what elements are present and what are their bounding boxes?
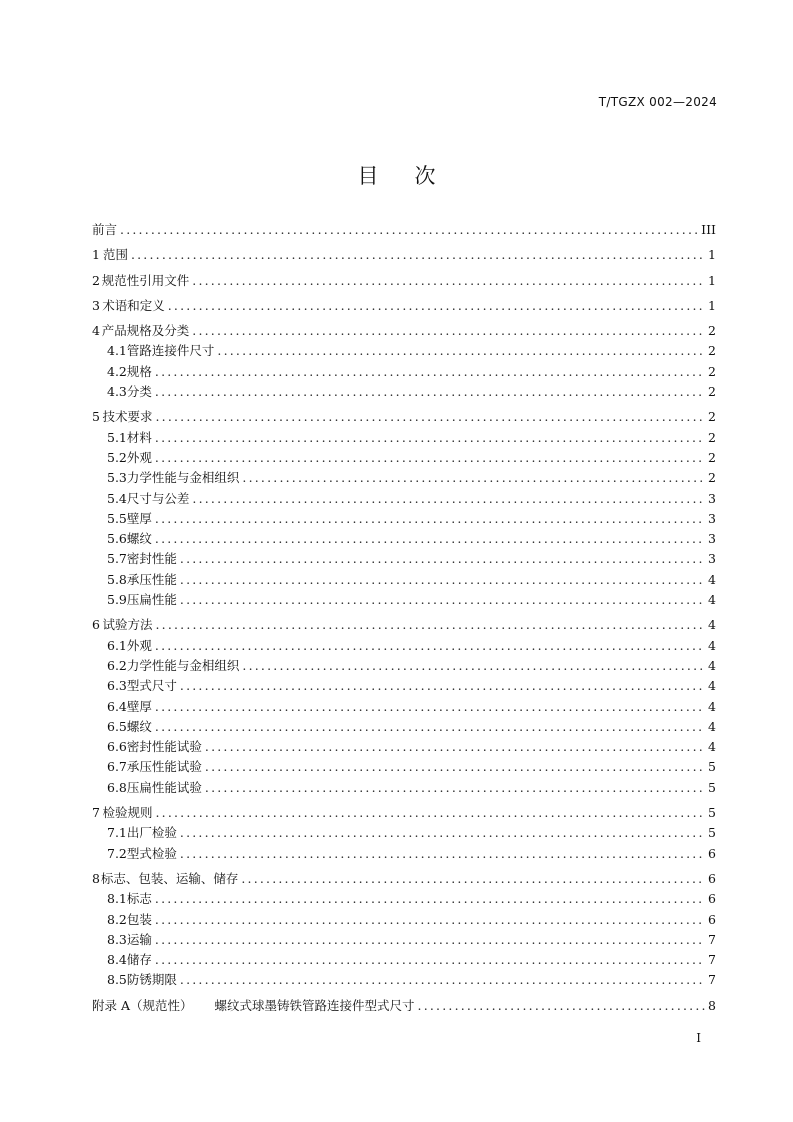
toc-entry-page: 6 [708,891,716,907]
toc-entry-label: 包装 [126,911,152,927]
toc-entry[interactable] [92,529,716,549]
toc-entry-number: 5.6 [107,531,127,547]
toc-entry[interactable] [92,590,716,610]
toc-entry-page: III [701,222,716,237]
toc-entry[interactable] [92,341,716,361]
toc-entry-number: 6.6 [107,739,127,755]
toc-entry[interactable] [92,869,716,889]
toc-dot-leader [155,428,705,448]
toc-entry-number: 6.3 [107,678,127,694]
toc-dot-leader [242,468,705,488]
toc-entry-number: 2 [92,272,100,288]
toc-entry-label: 外观 [126,637,152,653]
toc-dot-leader [217,341,705,361]
toc-entry-page: 4 [708,718,716,734]
toc-entry-page: 3 [708,510,716,526]
toc-entry-page: 4 [708,657,716,673]
toc-entry[interactable] [92,697,716,717]
toc-entry-label: 防锈期限 [126,972,177,988]
table-of-contents [92,220,716,1016]
toc-entry[interactable] [92,844,716,864]
toc-dot-leader [205,757,705,777]
toc-dot-leader [180,844,705,864]
toc-entry-label: 检验规则 [102,805,153,821]
toc-entry-page: 5 [708,779,716,795]
toc-dot-leader [155,950,705,970]
toc-entry-label: 力学性能与金相组织 [126,470,240,486]
toc-entry[interactable] [92,823,716,843]
toc-dot-leader [155,803,705,823]
toc-entry-page: 4 [708,637,716,653]
toc-entry-page: 4 [708,571,716,587]
toc-entry-number: 5.1 [107,429,127,445]
toc-entry-label: 标志、包装、运输、储存 [100,870,239,886]
toc-entry-page: 2 [708,470,716,486]
toc-entry-page: 5 [708,759,716,775]
toc-dot-leader [131,245,705,265]
toc-entry-label: 壁厚 [126,698,152,714]
toc-dot-leader [192,489,705,509]
toc-entry-page: 2 [708,449,716,465]
toc-entry[interactable] [92,549,716,569]
toc-entry[interactable] [92,676,716,696]
toc-entry-page: 6 [708,845,716,861]
toc-entry[interactable] [92,382,716,402]
page-title [0,160,793,190]
toc-entry[interactable] [92,362,716,382]
toc-dot-leader [192,321,705,341]
toc-entry-page: 2 [708,409,716,425]
toc-entry-label: 出厂检验 [126,825,177,841]
toc-dot-leader [155,529,705,549]
toc-entry-number: 6.5 [107,718,127,734]
toc-entry[interactable] [92,930,716,950]
toc-dot-leader [155,910,705,930]
toc-dot-leader [155,697,705,717]
toc-entry-number: 8.1 [107,891,127,907]
toc-entry[interactable] [92,271,716,291]
toc-entry-page: 2 [708,323,716,339]
toc-entry-number: 6.7 [107,759,127,775]
toc-entry[interactable] [92,615,716,635]
toc-dot-leader [155,930,705,950]
toc-entry[interactable] [92,245,716,265]
toc-entry-number: 7 [92,805,100,821]
toc-entry-page: 8 [708,997,716,1013]
toc-entry[interactable] [92,757,716,777]
toc-entry-label: 螺纹式球墨铸铁管路连接件型式尺寸 [214,997,415,1013]
toc-entry-page: 4 [708,617,716,633]
toc-entry-page: 3 [708,551,716,567]
toc-entry-page: 6 [708,870,716,886]
toc-entry-label: 螺纹 [126,531,152,547]
toc-entry-label: 密封性能 [126,551,177,567]
toc-entry-number: 8.3 [107,931,127,947]
toc-entry-label: 分类 [126,384,152,400]
toc-dot-leader [180,570,705,590]
toc-entry-label: 规范性引用文件 [101,272,190,288]
toc-entry[interactable] [92,448,716,468]
toc-entry-number: 8.2 [107,911,127,927]
toc-entry-number: 8 [92,870,100,886]
page-number: I [696,1031,701,1045]
toc-entry-label: 外观 [126,449,152,465]
toc-entry-number: 6.8 [107,779,127,795]
toc-entry-number: 6 [92,617,100,633]
toc-entry-label: 运输 [126,931,152,947]
toc-entry-page: 2 [708,363,716,379]
toc-entry-page: 3 [708,490,716,506]
toc-entry-label: 术语和定义 [102,297,165,313]
toc-dot-leader [120,220,698,240]
document-code: T/TGZX 002—2024 [598,95,717,109]
toc-entry-number: 5.2 [107,449,127,465]
toc-entry-number: 6.1 [107,637,127,653]
toc-entry-label: 承压性能试验 [126,759,202,775]
toc-entry-number: 5 [92,409,100,425]
toc-entry-number: 5.8 [107,571,127,587]
toc-dot-leader [155,636,705,656]
toc-dot-leader [205,737,705,757]
toc-entry[interactable] [92,803,716,823]
toc-entry-number: 1 [92,247,100,263]
toc-entry-number: 5.5 [107,510,127,526]
toc-entry-label: 压扁性能试验 [126,779,202,795]
toc-entry[interactable] [92,321,716,341]
toc-entry-number: 8.4 [107,952,127,968]
toc-entry-number: 6.4 [107,698,127,714]
toc-entry-number: 5.9 [107,592,127,608]
toc-entry-page: 7 [708,972,716,988]
toc-entry-label: 试验方法 [102,617,153,633]
toc-entry-label: 标志 [126,891,152,907]
toc-entry-label: 储存 [126,952,152,968]
toc-entry[interactable] [92,570,716,590]
toc-entry[interactable] [92,428,716,448]
toc-dot-leader [155,615,705,635]
toc-dot-leader [180,970,705,990]
toc-entry-label: 规格 [126,363,152,379]
toc-dot-leader [192,271,705,291]
toc-entry[interactable] [92,220,716,240]
toc-entry-label: 材料 [126,429,152,445]
toc-entry-number: 8.5 [107,972,127,988]
toc-entry-number: 7.2 [107,845,127,861]
toc-entry-page: 1 [708,272,716,288]
toc-entry-label: 壁厚 [126,510,152,526]
toc-entry-page: 2 [708,384,716,400]
toc-entry[interactable] [92,296,716,316]
toc-entry[interactable] [92,910,716,930]
toc-entry-number: 4 [92,323,100,339]
toc-entry-page: 6 [708,911,716,927]
toc-dot-leader [155,382,705,402]
toc-entry-page: 7 [708,931,716,947]
toc-entry-number: 5.3 [107,470,127,486]
toc-dot-leader [242,656,705,676]
toc-entry[interactable] [92,778,716,798]
toc-entry-number: 4.1 [107,343,127,359]
toc-entry-page: 4 [708,698,716,714]
toc-entry-label: 管路连接件尺寸 [126,343,215,359]
toc-entry-number: 5.7 [107,551,127,567]
toc-entry[interactable] [92,950,716,970]
toc-entry[interactable] [92,717,716,737]
toc-entry-label: 承压性能 [126,571,177,587]
toc-entry[interactable] [92,509,716,529]
toc-entry-page: 2 [708,429,716,445]
toc-entry-page: 7 [708,952,716,968]
toc-dot-leader [205,778,705,798]
toc-dot-leader [180,590,705,610]
toc-entry-page: 1 [708,297,716,313]
toc-dot-leader [155,362,705,382]
toc-entry-number: 4.2 [107,363,127,379]
toc-entry-page: 5 [708,825,716,841]
toc-entry[interactable] [92,656,716,676]
toc-dot-leader [180,823,705,843]
toc-entry-label: 型式尺寸 [126,678,177,694]
toc-entry-label: 范围 [102,247,128,263]
toc-dot-leader [155,717,705,737]
toc-entry-number: 7.1 [107,825,127,841]
toc-entry[interactable] [92,636,716,656]
toc-entry-page: 4 [708,592,716,608]
toc-entry-number: 6.2 [107,657,127,673]
toc-entry-number: 3 [92,297,100,313]
toc-entry[interactable] [92,889,716,909]
toc-entry[interactable] [92,407,716,427]
toc-entry[interactable] [92,489,716,509]
toc-dot-leader [180,676,705,696]
toc-entry-label: 产品规格及分类 [101,323,190,339]
toc-dot-leader [155,889,705,909]
toc-dot-leader [418,996,705,1016]
toc-entry-number: 5.4 [107,490,127,506]
toc-entry-label: 型式检验 [126,845,177,861]
title-char-2: 次 [414,164,436,188]
toc-entry-label: 技术要求 [102,409,153,425]
toc-entry-label: 尺寸与公差 [126,490,190,506]
toc-entry-number: 附录 A（规范性） [92,997,193,1013]
toc-entry-page: 4 [708,678,716,694]
toc-entry-page: 2 [708,343,716,359]
toc-dot-leader [241,869,705,889]
toc-dot-leader [180,549,705,569]
toc-entry-label: 压扁性能 [126,592,177,608]
toc-dot-leader [155,509,705,529]
toc-entry-label: 前言 [92,222,118,237]
toc-entry-label: 密封性能试验 [126,739,202,755]
toc-entry-number: 4.3 [107,384,127,400]
toc-entry-label: 螺纹 [126,718,152,734]
toc-entry-page: 5 [708,805,716,821]
toc-entry-page: 4 [708,739,716,755]
toc-entry-page: 3 [708,531,716,547]
toc-dot-leader [155,448,705,468]
title-char-1: 目 [357,164,379,188]
toc-entry[interactable] [92,970,716,990]
toc-entry[interactable] [92,996,716,1016]
toc-dot-leader [155,407,705,427]
toc-entry[interactable] [92,468,716,488]
toc-entry-page: 1 [708,247,716,263]
toc-dot-leader [168,296,705,316]
toc-entry-label: 力学性能与金相组织 [126,657,240,673]
toc-entry[interactable] [92,737,716,757]
